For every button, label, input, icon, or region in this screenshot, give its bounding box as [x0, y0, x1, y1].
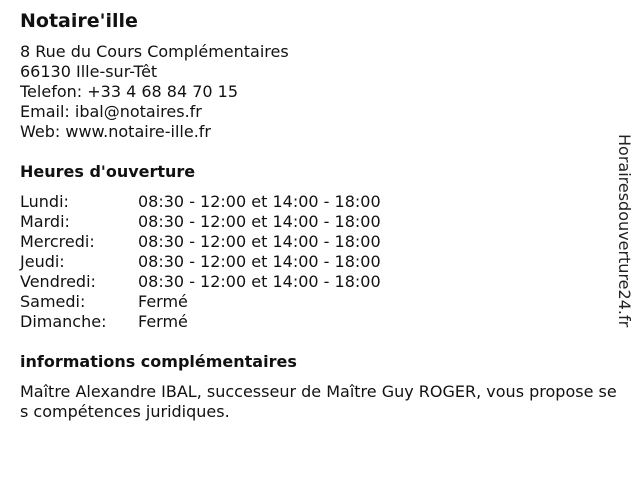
day-label: Dimanche:: [20, 312, 107, 331]
side-brand-watermark: Horairesdouverture24.fr: [615, 134, 634, 328]
day-label: Lundi:: [20, 192, 69, 211]
hours-row-vendredi: [20, 272, 620, 292]
address-block: [20, 42, 620, 142]
city-line: 66130 Ille-sur-Têt: [20, 62, 158, 81]
web-line: Web: www.notaire-ille.fr: [20, 122, 212, 141]
hours-row-mardi: [20, 212, 620, 232]
business-card: [20, 8, 620, 422]
day-label: Mardi:: [20, 212, 70, 231]
time-value: Fermé: [138, 292, 188, 311]
day-label: Samedi:: [20, 292, 86, 311]
phone-line: Telefon: +33 4 68 84 70 15: [20, 82, 239, 101]
info-heading: informations complémentaires: [20, 352, 297, 371]
hours-table: [20, 192, 620, 332]
time-value: 08:30 - 12:00 et 14:00 - 18:00: [138, 212, 381, 231]
day-label: Jeudi:: [20, 252, 65, 271]
time-value: Fermé: [138, 312, 188, 331]
time-value: 08:30 - 12:00 et 14:00 - 18:00: [138, 252, 381, 271]
hours-row-lundi: [20, 192, 620, 212]
hours-row-dimanche: [20, 312, 620, 332]
business-title: Notaire'ille: [20, 10, 138, 32]
time-value: 08:30 - 12:00 et 14:00 - 18:00: [138, 232, 381, 251]
hours-heading: Heures d'ouverture: [20, 162, 196, 181]
hours-row-jeudi: [20, 252, 620, 272]
time-value: 08:30 - 12:00 et 14:00 - 18:00: [138, 192, 381, 211]
day-label: Mercredi:: [20, 232, 95, 251]
day-label: Vendredi:: [20, 272, 96, 291]
time-value: 08:30 - 12:00 et 14:00 - 18:00: [138, 272, 381, 291]
hours-row-samedi: [20, 292, 620, 312]
street-line: 8 Rue du Cours Complémentaires: [20, 42, 289, 61]
hours-row-mercredi: [20, 232, 620, 252]
email-line: Email: ibal@notaires.fr: [20, 102, 202, 121]
info-text: Maître Alexandre IBAL, successeur de Maître Guy ROGER, vous propose ses compétences juridiques.: [20, 382, 617, 421]
